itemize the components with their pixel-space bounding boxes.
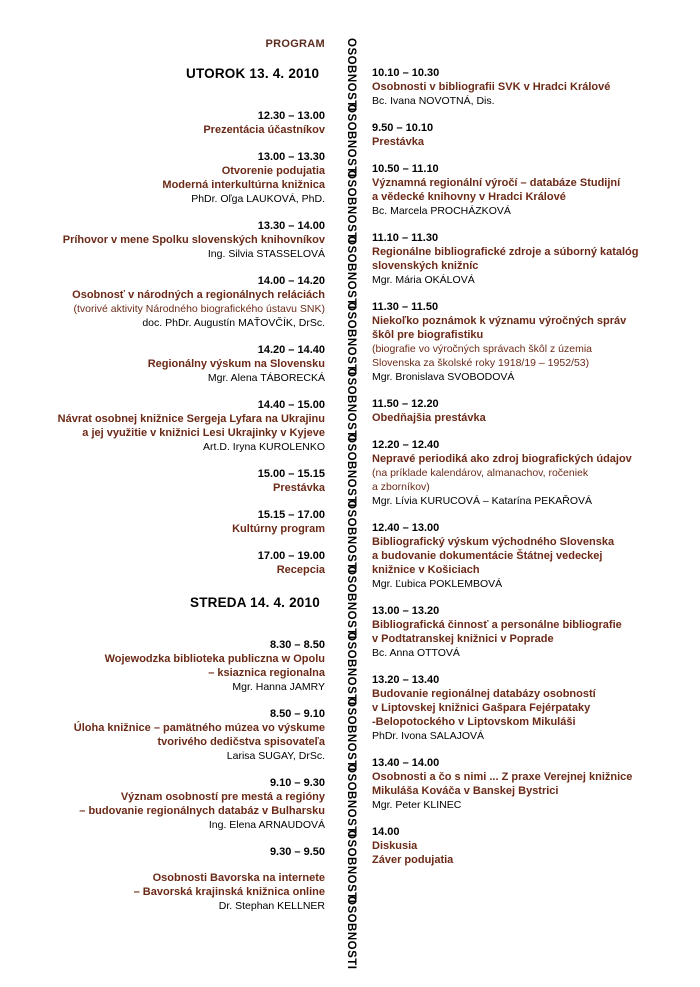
item-title: Wojewodzka biblioteka publiczna w Opolu <box>104 653 325 665</box>
item-title: – Bavorská krajinská knižnica online <box>133 886 325 898</box>
item-title: – budovanie regionálnych databáz v Bulharsku <box>79 805 325 817</box>
vertical-word: OSOBNOSTI <box>345 302 357 376</box>
item-title: -Belopotockého v Liptovskom Mikuláši <box>372 716 576 728</box>
schedule-item <box>20 845 325 859</box>
schedule-item <box>372 397 677 425</box>
item-speaker: Dr. Stephan KELLNER <box>218 900 325 912</box>
vertical-word: OSOBNOSTI <box>345 698 357 772</box>
schedule-item <box>20 219 325 261</box>
item-subtitle: (na príklade kalendárov, almanachov, ročeniek <box>372 467 589 479</box>
item-time: 13.00 – 13.20 <box>372 605 440 617</box>
day-heading-tuesday: UTOROK 13. 4. 2010 <box>186 66 320 81</box>
item-title: Budovanie regionálnej databázy osobností <box>372 688 596 700</box>
program-title: PROGRAM <box>265 38 325 50</box>
item-title: Záver podujatia <box>372 854 454 866</box>
item-subtitle: (tvorivé aktivity Národného biografického ústavu SNK) <box>73 303 325 315</box>
item-title: Otvorenie podujatia <box>221 165 325 177</box>
item-time: 11.50 – 12.20 <box>372 398 439 410</box>
item-time: 12.30 – 13.00 <box>257 110 325 122</box>
item-title: Niekoľko poznámok k významu výročných správ <box>372 315 627 327</box>
item-time: 13.20 – 13.40 <box>372 674 440 686</box>
item-speaker: Larisa SUGAY, DrSc. <box>226 750 325 762</box>
schedule-item <box>20 776 325 832</box>
item-time: 8.50 – 9.10 <box>269 708 325 720</box>
item-title: a budovanie dokumentácie Štátnej vedeckej <box>372 550 603 562</box>
item-title: Osobnosti v bibliografii SVK v Hradci Králové <box>372 81 611 93</box>
item-title: Prestávka <box>273 482 325 494</box>
left-column <box>20 38 325 926</box>
item-speaker: Bc. Ivana NOVOTNÁ, Dis. <box>372 95 495 107</box>
item-title: tvorivého dedičstva spisovateľa <box>157 736 325 748</box>
item-title: knižnice v Košiciach <box>372 564 480 576</box>
item-title: Diskusia <box>372 840 418 852</box>
schedule-item <box>372 673 677 743</box>
vertical-word: OSOBNOSTI <box>345 236 357 310</box>
schedule-item <box>20 109 325 137</box>
item-time: 12.40 – 13.00 <box>372 522 440 534</box>
item-title: Osobnosti a čo s nimi ... Z praxe Verejnej knižnice <box>372 771 633 783</box>
item-time: 10.10 – 10.30 <box>372 67 440 79</box>
item-title: Význam osobností pre mestá a regióny <box>120 791 325 803</box>
schedule-item <box>20 707 325 763</box>
schedule-item <box>20 549 325 577</box>
vertical-osobnosti-strip <box>337 38 357 970</box>
item-title: Príhovor v mene Spolku slovenských knihovníkov <box>62 234 325 246</box>
day-heading-wednesday: STREDA 14. 4. 2010 <box>190 595 320 610</box>
item-speaker: Mgr. Peter KLINEC <box>372 799 462 811</box>
schedule-item <box>372 604 677 660</box>
item-speaker: Mgr. Bronislava SVOBODOVÁ <box>372 371 515 383</box>
item-time: 9.30 – 9.50 <box>269 846 325 858</box>
vertical-word: OSOBNOSTI <box>345 368 357 442</box>
item-title: Regionálny výskum na Slovensku <box>147 358 325 370</box>
schedule-list-day2 <box>20 638 325 913</box>
vertical-word: OSOBNOSTI <box>345 566 357 640</box>
item-time: 15.00 – 15.15 <box>257 468 325 480</box>
schedule-item <box>20 274 325 330</box>
item-speaker: Ing. Elena ARNAUDOVÁ <box>208 819 325 831</box>
item-title: v Podtatranskej knižnici v Poprade <box>372 633 554 645</box>
item-speaker: Mgr. Ľubica POKLEMBOVÁ <box>372 578 503 590</box>
right-column <box>372 66 677 880</box>
item-speaker: Mgr. Mária OKÁLOVÁ <box>372 274 475 286</box>
schedule-item <box>372 756 677 812</box>
item-title: Recepcia <box>276 564 325 576</box>
item-time: 14.20 – 14.40 <box>257 344 325 356</box>
item-title: Obedňajšia prestávka <box>372 412 486 424</box>
item-time: 10.50 – 11.10 <box>372 163 439 175</box>
vertical-word: OSOBNOSTI <box>345 434 357 508</box>
item-title: Úloha knižnice – pamätného múzea vo výskume <box>73 722 325 734</box>
item-time: 9.10 – 9.30 <box>269 777 325 789</box>
item-title: Osobnosť v národných a regionálnych reláciách <box>72 289 325 301</box>
item-title: Regionálne bibliografické zdroje a súborný katalóg <box>372 246 639 258</box>
schedule-item <box>372 438 677 508</box>
schedule-item <box>372 66 677 108</box>
schedule-item <box>372 162 677 218</box>
item-speaker: PhDr. Oľga LAUKOVÁ, PhD. <box>191 193 325 205</box>
item-speaker: Art.D. Iryna KUROLENKO <box>203 441 325 453</box>
schedule-item <box>372 231 677 287</box>
schedule-item <box>20 398 325 454</box>
schedule-item <box>20 467 325 495</box>
schedule-item <box>372 300 677 384</box>
item-time: 13.00 – 13.30 <box>257 151 325 163</box>
item-time: 17.00 – 19.00 <box>257 550 325 562</box>
item-time: 13.30 – 14.00 <box>257 220 325 232</box>
schedule-item <box>20 343 325 385</box>
item-time: 11.10 – 11.30 <box>372 232 439 244</box>
item-title: škôl pre biografistiku <box>372 329 484 341</box>
item-speaker: Bc. Marcela PROCHÁZKOVÁ <box>372 205 511 217</box>
item-title: Mikuláša Kováča v Banskej Bystrici <box>372 785 559 797</box>
vertical-word: OSOBNOSTI <box>345 764 357 838</box>
item-title: a vědecké knihovny v Hradci Králové <box>372 191 566 203</box>
schedule-item <box>372 825 677 867</box>
vertical-word: OSOBNOSTI <box>345 104 357 178</box>
item-time: 14.40 – 15.00 <box>257 399 325 411</box>
item-title: Nepravé periodiká ako zdroj biografických údajov <box>372 453 632 465</box>
item-speaker: Bc. Anna OTTOVÁ <box>372 647 460 659</box>
item-subtitle: Slovenska za školské roky 1918/19 – 1952/53) <box>372 357 590 369</box>
item-title: Návrat osobnej knižnice Sergeja Lyfara na Ukrajinu <box>57 413 325 425</box>
vertical-word: OSOBNOSTI <box>345 38 357 112</box>
item-title: Osobnosti Bavorska na internete <box>152 872 325 884</box>
item-speaker: Mgr. Lívia KURUCOVÁ – Katarína PEKAŘOVÁ <box>372 495 592 507</box>
item-title: v Liptovskej knižnici Gašpara Fejérpataky <box>372 702 591 714</box>
schedule-item <box>20 638 325 694</box>
schedule-item <box>372 521 677 591</box>
item-title: – ksiaznica regionalna <box>208 667 325 679</box>
vertical-word: OSOBNOSTI <box>345 500 357 574</box>
vertical-word: OSOBNOSTI <box>345 830 357 904</box>
item-subtitle: a zborníkov) <box>372 481 430 493</box>
item-time: 13.40 – 14.00 <box>372 757 440 769</box>
schedule-item <box>20 508 325 536</box>
schedule-list-day2-right <box>372 66 677 867</box>
item-time: 11.30 – 11.50 <box>372 301 439 313</box>
schedule-list-day1 <box>20 109 325 577</box>
item-time: 12.20 – 12.40 <box>372 439 440 451</box>
item-title: Bibliografický výskum východného Slovenska <box>372 536 615 548</box>
schedule-item <box>372 121 677 149</box>
schedule-item <box>20 150 325 206</box>
item-title: slovenských knižníc <box>372 260 479 272</box>
item-title: Významná regionální výročí – databáze Studijní <box>372 177 621 189</box>
item-speaker: PhDr. Ivona SALAJOVÁ <box>372 730 485 742</box>
item-time: 14.00 <box>372 826 400 838</box>
item-speaker: Mgr. Hanna JAMRY <box>232 681 325 693</box>
item-speaker: Ing. Silvia STASSELOVÁ <box>207 248 325 260</box>
item-title: a jej využitie v knižnici Lesi Ukrajinky v Kyjeve <box>82 427 325 439</box>
item-time: 14.00 – 14.20 <box>257 275 325 287</box>
item-title: Kultúrny program <box>232 523 325 535</box>
item-speaker: doc. PhDr. Augustín MAŤOVČÍK, DrSc. <box>142 317 325 329</box>
vertical-word: OSOBNOSTI <box>345 896 357 970</box>
item-title: Moderná interkultúrna knižnica <box>162 179 325 191</box>
item-time: 9.50 – 10.10 <box>372 122 434 134</box>
item-title: Bibliografická činnosť a personálne bibliografie <box>372 619 622 631</box>
vertical-word: OSOBNOSTI <box>345 170 357 244</box>
item-title: Prezentácia účastníkov <box>203 124 325 136</box>
item-time: 15.15 – 17.00 <box>257 509 325 521</box>
vertical-word: OSOBNOSTI <box>345 632 357 706</box>
schedule-item <box>20 871 325 913</box>
item-time: 8.30 – 8.50 <box>269 639 325 651</box>
item-title: Prestávka <box>372 136 424 148</box>
item-subtitle: (biografie vo výročných správach škôl z územia <box>372 343 593 355</box>
item-speaker: Mgr. Alena TÁBORECKÁ <box>207 372 325 384</box>
